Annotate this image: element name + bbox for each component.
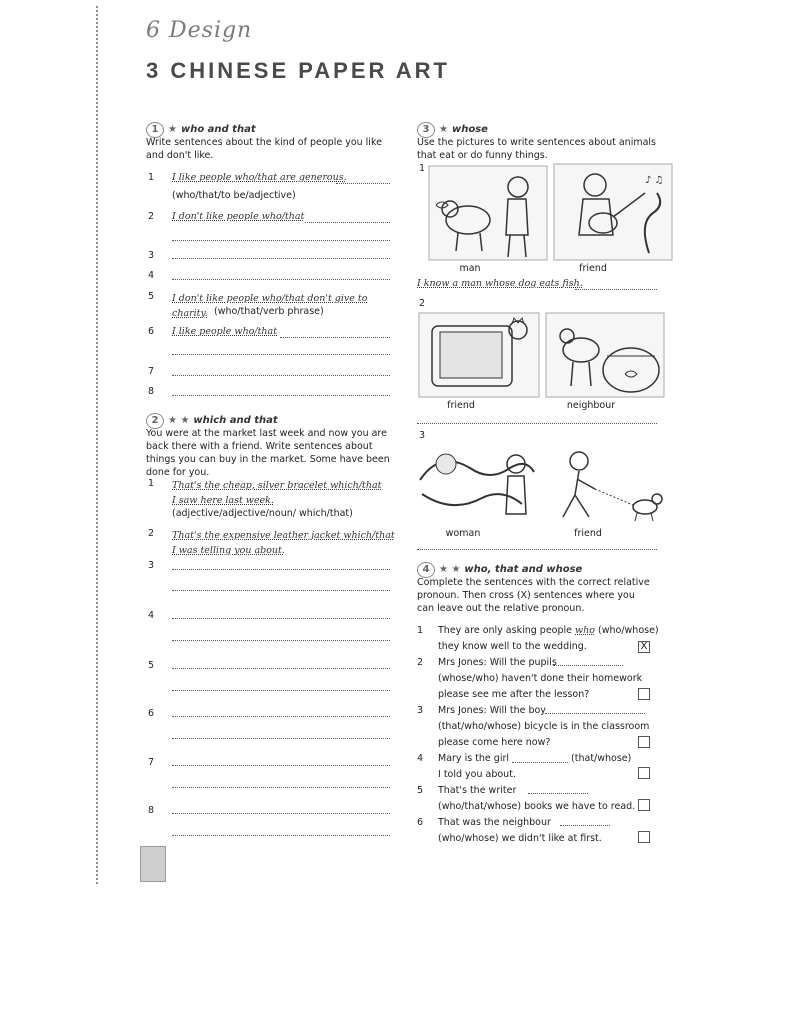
ex1-item-7-number: 7 — [148, 366, 155, 377]
ex2-item-8-line[interactable] — [172, 813, 390, 814]
ex1-item-1-number: 1 — [148, 172, 155, 183]
ex4-title: who, that and whose — [464, 564, 583, 575]
ex3-pic-3-number: 3 — [419, 430, 426, 441]
ex3-pic-2-right-caption: neighbour — [566, 400, 616, 411]
ex4-item-4-blank[interactable] — [512, 762, 568, 763]
ex4-item-4-number: 4 — [417, 753, 424, 764]
friend-with-guitar-illustration — [553, 163, 673, 261]
ex2-item-5-number: 5 — [148, 660, 155, 671]
ex4-item-5-blank[interactable] — [528, 793, 588, 794]
ex3-instruction: Use the pictures to write sentences about animals that eat or do funny things. — [417, 137, 657, 161]
ex4-item-2-line1: Mrs Jones: Will the pupils — [438, 657, 557, 668]
ex1-item-6-number: 6 — [148, 326, 155, 337]
ex2-item-4-line-b[interactable] — [172, 640, 390, 641]
ex2-item-6-line[interactable] — [172, 716, 390, 717]
ex4-item-6-line1: That was the neighbour — [438, 817, 551, 828]
ex1-number: 1 — [146, 122, 164, 138]
cat-tv-illustration — [418, 312, 540, 398]
ex4-item-6-line2: (who/whose) we didn't like at first. — [438, 833, 602, 844]
ex3-pic-1-left-caption: man — [459, 263, 481, 274]
ex4-item-6-number: 6 — [417, 817, 424, 828]
ex1-item-1-answer: I like people who/that are generous. — [172, 172, 347, 183]
ex3-pic-2-number: 2 — [419, 298, 426, 309]
ex1-item-3-line[interactable] — [172, 258, 390, 259]
ex4-item-2-blank[interactable] — [553, 665, 623, 666]
ex2-item-1-answer: That's the cheap, silver bracelet which/that I saw here last week. — [172, 480, 382, 506]
ex1-item-2-answer: I don't like people who/that — [172, 211, 305, 222]
ex1-item-2-line[interactable] — [305, 222, 390, 223]
ex4-item-5-checkbox[interactable] — [638, 799, 650, 811]
ex2-item-5-line-b[interactable] — [172, 690, 390, 691]
ex4-item-1-text: They are only asking people — [438, 625, 576, 636]
ex3-pic-3-line[interactable] — [417, 549, 657, 550]
ex3-pic-1-right-caption: friend — [579, 263, 607, 274]
ex2-item-4-line[interactable] — [172, 618, 390, 619]
ex4-item-2-line3: please see me after the lesson? — [438, 689, 590, 700]
ex4-item-1-fill[interactable]: who — [575, 625, 595, 636]
ex4-item-3-blank[interactable] — [545, 713, 645, 714]
ex2-item-7-line-b[interactable] — [172, 787, 390, 788]
ex1-stars: ★ — [168, 124, 177, 135]
ex1-item-6-line-b[interactable] — [172, 354, 390, 355]
page-number-tab — [140, 846, 166, 882]
ex1-item-4-number: 4 — [148, 270, 155, 281]
ex3-stars: ★ — [439, 124, 448, 135]
ex4-item-1-options: (who/whose) — [595, 625, 659, 636]
ex1-item-1-hint: (who/that/to be/adjective) — [172, 190, 296, 201]
ex2-item-3-line-b[interactable] — [172, 590, 390, 591]
ex2-item-7-number: 7 — [148, 757, 155, 768]
ex1-item-6-line[interactable] — [280, 337, 390, 338]
ex4-stars: ★ ★ — [439, 564, 461, 575]
ex1-item-2-number: 2 — [148, 211, 155, 222]
ex3-pic-3-left-caption: woman — [445, 528, 481, 539]
ex4-item-1-line1 — [438, 623, 659, 639]
ex4-item-5-line1: That's the writer — [438, 785, 517, 796]
ex4-item-3-line3: please come here now? — [438, 737, 551, 748]
ex4-item-2-line2: (whose/who) haven't done their homework — [438, 673, 643, 684]
ex1-instruction: Write sentences about the kind of people you like and don't like. — [146, 137, 382, 161]
ex4-number: 4 — [417, 562, 435, 578]
ex4-item-6-blank[interactable] — [560, 825, 610, 826]
ex4-item-6-checkbox[interactable] — [638, 831, 650, 843]
ex2-item-2-answer: That's the expensive leather jacket which/that I was telling you about. — [172, 530, 395, 556]
ex4-item-2-checkbox[interactable] — [638, 688, 650, 700]
ex1-title: who and that — [180, 124, 256, 135]
ex4-item-3-line2: (that/who/whose) bicycle is in the classroom — [438, 721, 650, 732]
dog-goldfish-illustration — [545, 312, 665, 398]
ex2-item-3-number: 3 — [148, 560, 155, 571]
ex4-item-2-number: 2 — [417, 657, 424, 668]
ex1-item-1-line[interactable] — [336, 183, 390, 184]
ex2-stars: ★ ★ — [168, 415, 190, 426]
ex2-item-3-line[interactable] — [172, 569, 390, 570]
ex2-item-1-hint: (adjective/adjective/noun/ which/that) — [172, 508, 353, 519]
ex2-item-5-line[interactable] — [172, 668, 390, 669]
man-with-dog-illustration — [428, 165, 548, 261]
ex4-item-4-text: Mary is the girl — [438, 753, 513, 764]
ex4-item-3-line1: Mrs Jones: Will the boy — [438, 705, 546, 716]
ex2-instruction: You were at the market last week and now you are back there with a friend. Write sentences about things you can buy in the market. Some have been done for you. — [146, 428, 390, 478]
ex2-item-6-line-b[interactable] — [172, 738, 390, 739]
ex1-item-3-number: 3 — [148, 250, 155, 261]
ex2-title: which and that — [193, 415, 278, 426]
ex3-pic-1-line[interactable] — [575, 289, 657, 290]
ex4-item-3-checkbox[interactable] — [638, 736, 650, 748]
ex3-pic-2-left-caption: friend — [447, 400, 475, 411]
ex3-number: 3 — [417, 122, 435, 138]
ex1-item-5-hint: (who/that/verb phrase) — [214, 306, 324, 317]
friend-walking-cat-illustration — [545, 445, 665, 523]
ex4-instruction: Complete the sentences with the correct relative pronoun. Then cross (X) sentences where you can leave out the relative pronoun. — [417, 577, 650, 614]
ex2-item-2-number: 2 — [148, 528, 155, 539]
ex4-item-4-line2: I told you about. — [438, 769, 516, 780]
ex4-item-4-checkbox[interactable] — [638, 767, 650, 779]
ex1-item-2-line-b[interactable] — [172, 240, 390, 241]
ex2-item-7-line[interactable] — [172, 765, 390, 766]
ex4-item-1-checkbox[interactable]: X — [638, 641, 650, 653]
ex1-item-7-line[interactable] — [172, 375, 390, 376]
page-title: 3 CHINESE PAPER ART — [146, 58, 450, 83]
ex4-item-4-line1 — [438, 751, 631, 767]
ex1-item-8-number: 8 — [148, 386, 155, 397]
ex2-item-8-number: 8 — [148, 805, 155, 816]
ex2-item-4-number: 4 — [148, 610, 155, 621]
ex1-item-4-line[interactable] — [172, 279, 390, 280]
ex3-pic-3-right-caption: friend — [574, 528, 602, 539]
ex1-item-5-answer: I don't like people who/that don't give to charity. — [172, 293, 368, 319]
ex4-item-5-number: 5 — [417, 785, 424, 796]
ex4-item-1-number: 1 — [417, 625, 424, 636]
page-binding-edge — [96, 6, 98, 884]
ex3-pic-1-answer: I know a man whose dog eats fish. — [417, 278, 583, 289]
ex4-item-4-options: (that/whose) — [568, 753, 632, 764]
svg-text:♪ ♫: ♪ ♫ — [645, 175, 664, 186]
ex1-item-5-number: 5 — [148, 291, 155, 302]
ex4-item-1-line2: they know well to the wedding. — [438, 641, 587, 652]
woman-snake-illustration — [412, 440, 542, 526]
ex2-item-8-line-b[interactable] — [172, 835, 390, 836]
ex3-pic-2-line[interactable] — [417, 423, 657, 424]
ex3-pic-1-number: 1 — [419, 163, 426, 174]
ex4-item-3-number: 3 — [417, 705, 424, 716]
ex1-item-6-answer: I like people who/that — [172, 326, 278, 337]
ex1-item-8-line[interactable] — [172, 395, 390, 396]
ex4-item-5-line2: (who/that/whose) books we have to read. — [438, 801, 636, 812]
unit-label: 6 Design — [146, 18, 253, 43]
ex2-item-6-number: 6 — [148, 708, 155, 719]
ex3-title: whose — [451, 124, 488, 135]
ex2-item-1-number: 1 — [148, 478, 155, 489]
ex2-number: 2 — [146, 413, 164, 429]
